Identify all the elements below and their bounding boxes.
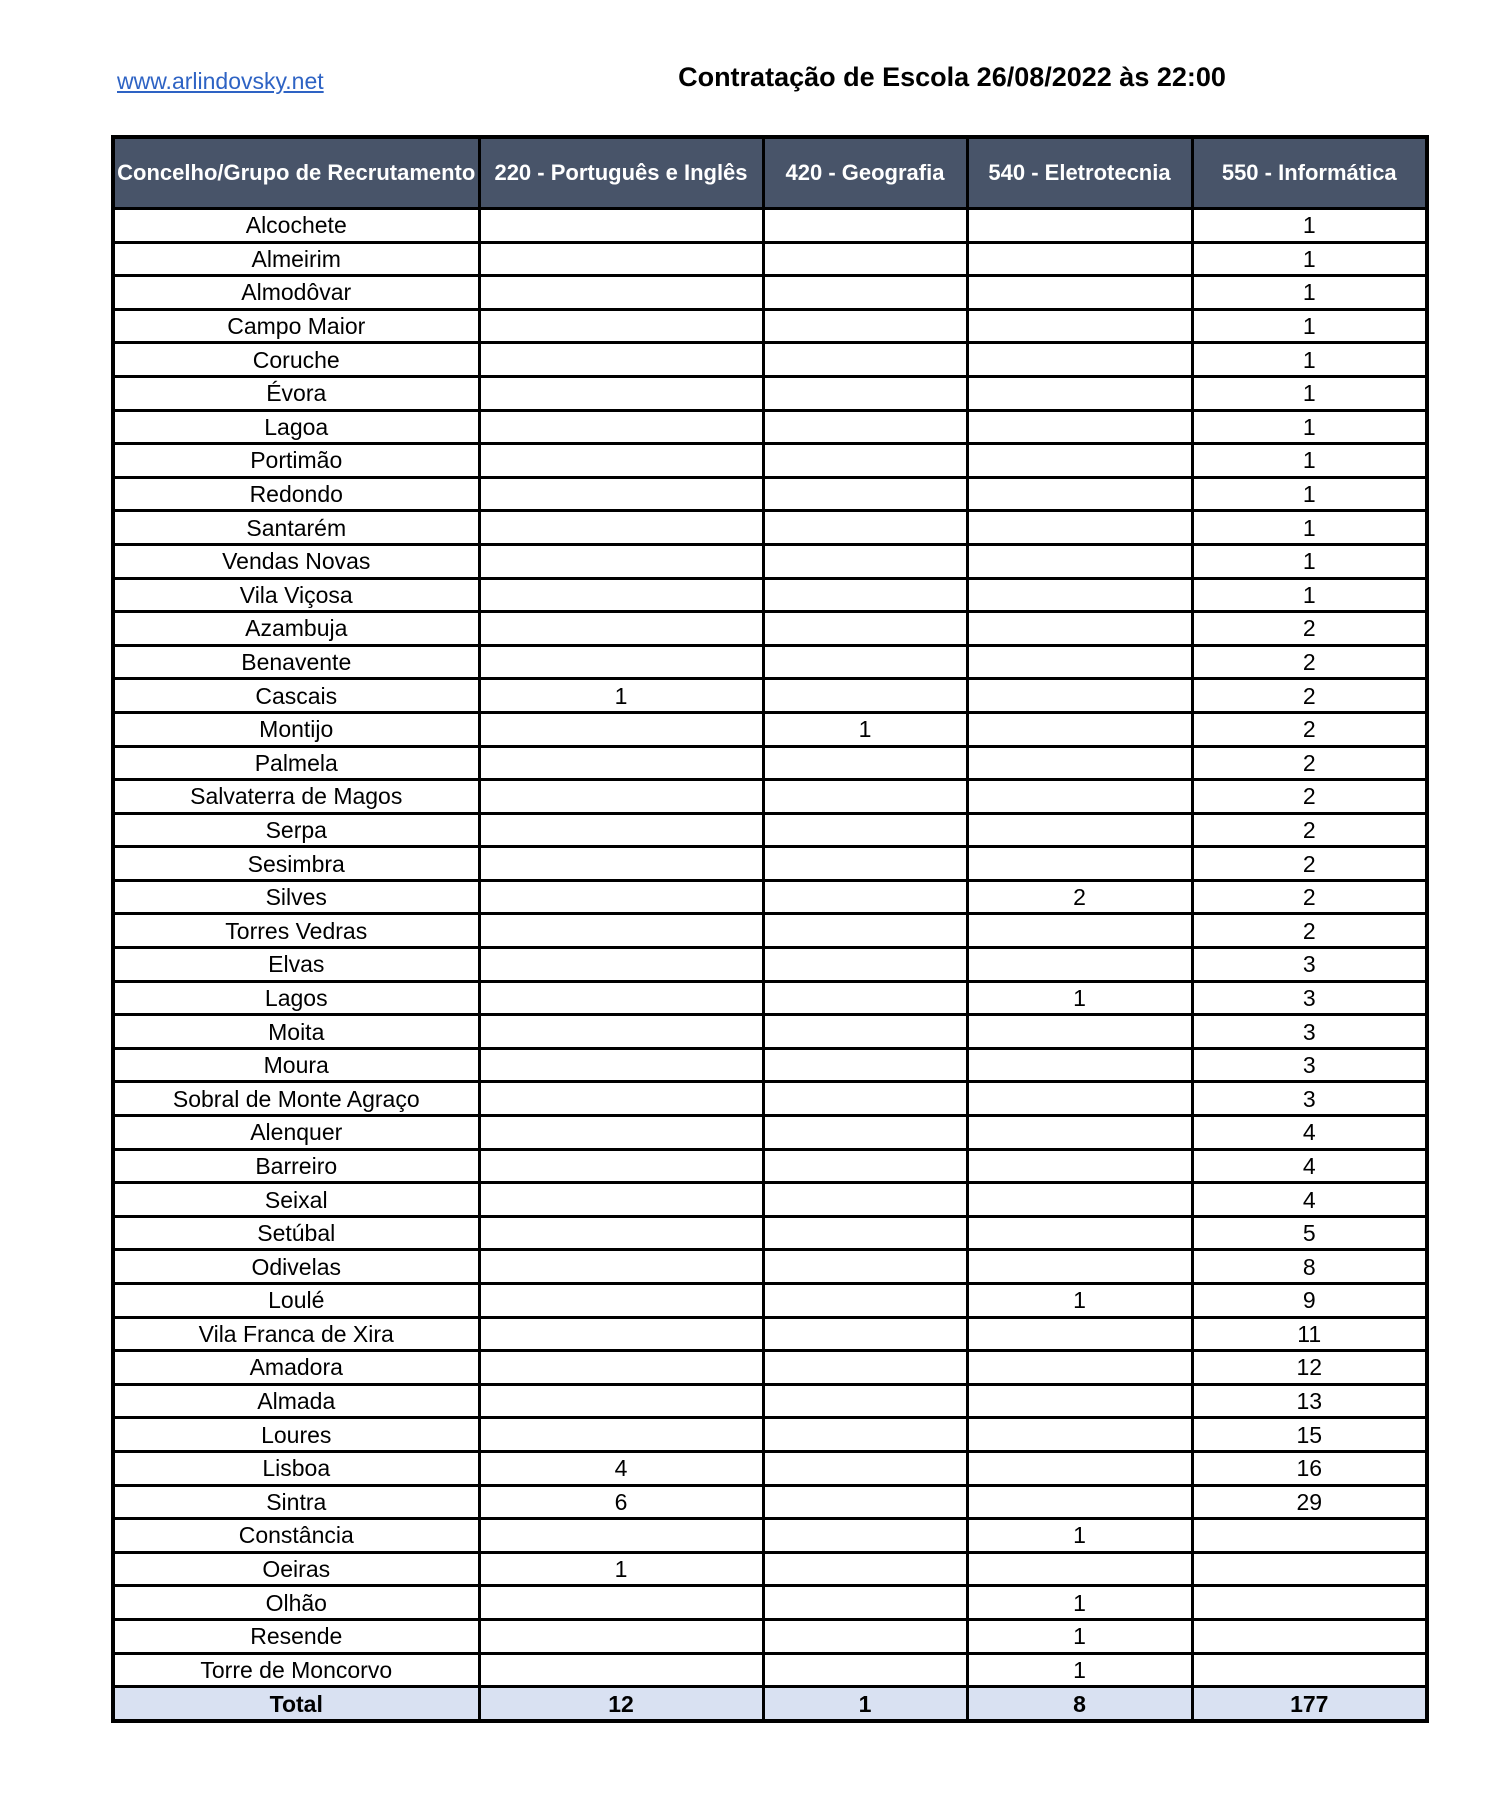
cell-550: 9 <box>1192 1284 1427 1318</box>
table-row <box>113 209 1427 243</box>
cell-550 <box>1192 1653 1427 1687</box>
concelho-cell: Cascais <box>113 679 479 713</box>
table-row <box>113 1116 1427 1150</box>
cell-220 <box>479 578 763 612</box>
cell-420 <box>763 276 967 310</box>
table-row <box>113 309 1427 343</box>
cell-420 <box>763 813 967 847</box>
cell-220 <box>479 1418 763 1452</box>
cell-420 <box>763 544 967 578</box>
cell-540 <box>967 1183 1192 1217</box>
column-header-420: 420 - Geografia <box>763 137 967 209</box>
cell-550: 5 <box>1192 1216 1427 1250</box>
cell-540 <box>967 477 1192 511</box>
concelho-cell: Redondo <box>113 477 479 511</box>
cell-220: 1 <box>479 679 763 713</box>
cell-220 <box>479 1082 763 1116</box>
cell-420 <box>763 1149 967 1183</box>
column-header-concelho: Concelho/Grupo de Recrutamento <box>113 137 479 209</box>
cell-220: 4 <box>479 1451 763 1485</box>
cell-550: 3 <box>1192 1015 1427 1049</box>
cell-550: 2 <box>1192 712 1427 746</box>
cell-220 <box>479 242 763 276</box>
cell-540: 1 <box>967 1586 1192 1620</box>
cell-420: 1 <box>763 712 967 746</box>
cell-420 <box>763 1183 967 1217</box>
concelho-cell: Amadora <box>113 1351 479 1385</box>
concelho-cell: Évora <box>113 376 479 410</box>
cell-220: 1 <box>479 1552 763 1586</box>
table-row <box>113 1149 1427 1183</box>
cell-550: 1 <box>1192 276 1427 310</box>
cell-540 <box>967 511 1192 545</box>
site-link[interactable]: www.arlindovsky.net <box>117 68 324 94</box>
cell-220 <box>479 981 763 1015</box>
cell-550: 16 <box>1192 1451 1427 1485</box>
cell-420 <box>763 410 967 444</box>
cell-220 <box>479 1015 763 1049</box>
cell-420 <box>763 1519 967 1553</box>
concelho-cell: Salvaterra de Magos <box>113 780 479 814</box>
cell-220 <box>479 209 763 243</box>
cell-420 <box>763 477 967 511</box>
cell-540 <box>967 1048 1192 1082</box>
cell-540 <box>967 1317 1192 1351</box>
cell-550: 4 <box>1192 1149 1427 1183</box>
cell-420 <box>763 847 967 881</box>
cell-220 <box>479 477 763 511</box>
cell-220 <box>479 712 763 746</box>
concelho-cell: Loulé <box>113 1284 479 1318</box>
cell-220 <box>479 1586 763 1620</box>
cell-540 <box>967 746 1192 780</box>
concelho-cell: Azambuja <box>113 612 479 646</box>
table-row <box>113 1485 1427 1519</box>
cell-550: 1 <box>1192 578 1427 612</box>
cell-420 <box>763 343 967 377</box>
concelho-cell: Sintra <box>113 1485 479 1519</box>
concelho-cell: Alenquer <box>113 1116 479 1150</box>
concelho-cell: Elvas <box>113 948 479 982</box>
cell-420 <box>763 1586 967 1620</box>
cell-540 <box>967 1015 1192 1049</box>
column-header-540: 540 - Eletrotecnia <box>967 137 1192 209</box>
cell-540 <box>967 1351 1192 1385</box>
cell-540 <box>967 276 1192 310</box>
cell-420 <box>763 746 967 780</box>
cell-550: 2 <box>1192 914 1427 948</box>
concelho-cell: Santarém <box>113 511 479 545</box>
cell-220 <box>479 1149 763 1183</box>
cell-550: 1 <box>1192 544 1427 578</box>
table-row <box>113 343 1427 377</box>
cell-540 <box>967 1552 1192 1586</box>
cell-420 <box>763 1082 967 1116</box>
cell-550: 29 <box>1192 1485 1427 1519</box>
concelho-cell: Odivelas <box>113 1250 479 1284</box>
cell-550: 1 <box>1192 444 1427 478</box>
concelho-cell: Constância <box>113 1519 479 1553</box>
cell-420 <box>763 1216 967 1250</box>
cell-420 <box>763 1351 967 1385</box>
cell-550: 2 <box>1192 847 1427 881</box>
table-row <box>113 1519 1427 1553</box>
cell-550 <box>1192 1586 1427 1620</box>
concelho-cell: Lisboa <box>113 1451 479 1485</box>
table-row <box>113 1015 1427 1049</box>
cell-220 <box>479 276 763 310</box>
header-row <box>113 137 1427 209</box>
cell-550: 2 <box>1192 880 1427 914</box>
table-row <box>113 1586 1427 1620</box>
concelho-cell: Resende <box>113 1619 479 1653</box>
table-row <box>113 1351 1427 1385</box>
cell-420 <box>763 1653 967 1687</box>
cell-220 <box>479 309 763 343</box>
cell-550 <box>1192 1519 1427 1553</box>
concelho-cell: Lagoa <box>113 410 479 444</box>
cell-550: 3 <box>1192 1082 1427 1116</box>
total-220: 12 <box>479 1687 763 1722</box>
cell-420 <box>763 444 967 478</box>
cell-420 <box>763 209 967 243</box>
cell-540 <box>967 1216 1192 1250</box>
concelho-cell: Sesimbra <box>113 847 479 881</box>
cell-220 <box>479 1519 763 1553</box>
table-row <box>113 914 1427 948</box>
cell-220 <box>479 1317 763 1351</box>
concelho-cell: Silves <box>113 880 479 914</box>
cell-420 <box>763 309 967 343</box>
cell-550: 4 <box>1192 1116 1427 1150</box>
cell-220 <box>479 1351 763 1385</box>
concelho-cell: Vila Viçosa <box>113 578 479 612</box>
concelho-cell: Olhão <box>113 1586 479 1620</box>
concelho-cell: Almada <box>113 1384 479 1418</box>
cell-420 <box>763 981 967 1015</box>
total-550: 177 <box>1192 1687 1427 1722</box>
recruitment-table <box>111 135 1429 1723</box>
concelho-cell: Benavente <box>113 645 479 679</box>
cell-550: 1 <box>1192 410 1427 444</box>
cell-540 <box>967 612 1192 646</box>
table-body <box>113 209 1427 1687</box>
cell-550: 2 <box>1192 612 1427 646</box>
concelho-cell: Montijo <box>113 712 479 746</box>
cell-420 <box>763 1552 967 1586</box>
cell-420 <box>763 1116 967 1150</box>
concelho-cell: Moita <box>113 1015 479 1049</box>
cell-540 <box>967 444 1192 478</box>
cell-540 <box>967 1384 1192 1418</box>
cell-220 <box>479 544 763 578</box>
table-row <box>113 1250 1427 1284</box>
concelho-cell: Barreiro <box>113 1149 479 1183</box>
table-row <box>113 847 1427 881</box>
cell-550: 3 <box>1192 981 1427 1015</box>
cell-420 <box>763 880 967 914</box>
cell-550: 1 <box>1192 209 1427 243</box>
cell-540 <box>967 242 1192 276</box>
table-row <box>113 1418 1427 1452</box>
concelho-cell: Coruche <box>113 343 479 377</box>
cell-540 <box>967 712 1192 746</box>
concelho-cell: Vendas Novas <box>113 544 479 578</box>
table-row <box>113 578 1427 612</box>
cell-550 <box>1192 1552 1427 1586</box>
table-row <box>113 645 1427 679</box>
cell-550: 2 <box>1192 679 1427 713</box>
table-row <box>113 813 1427 847</box>
cell-540: 1 <box>967 1519 1192 1553</box>
cell-540 <box>967 1485 1192 1519</box>
concelho-cell: Sobral de Monte Agraço <box>113 1082 479 1116</box>
table-footer <box>113 1687 1427 1722</box>
cell-550: 1 <box>1192 343 1427 377</box>
cell-540 <box>967 1451 1192 1485</box>
cell-420 <box>763 679 967 713</box>
cell-540 <box>967 948 1192 982</box>
cell-550: 15 <box>1192 1418 1427 1452</box>
cell-420 <box>763 612 967 646</box>
cell-540: 1 <box>967 1653 1192 1687</box>
table-row <box>113 1619 1427 1653</box>
table-row <box>113 376 1427 410</box>
cell-220 <box>479 444 763 478</box>
table-row <box>113 410 1427 444</box>
cell-540 <box>967 1250 1192 1284</box>
cell-220 <box>479 410 763 444</box>
column-header-550: 550 - Informática <box>1192 137 1427 209</box>
cell-550: 1 <box>1192 511 1427 545</box>
cell-540 <box>967 578 1192 612</box>
cell-550 <box>1192 1619 1427 1653</box>
cell-540 <box>967 376 1192 410</box>
table-row <box>113 444 1427 478</box>
cell-420 <box>763 376 967 410</box>
cell-540 <box>967 343 1192 377</box>
cell-550: 13 <box>1192 1384 1427 1418</box>
cell-420 <box>763 511 967 545</box>
cell-420 <box>763 1250 967 1284</box>
table-header <box>113 137 1427 209</box>
total-row <box>113 1687 1427 1722</box>
cell-220 <box>479 376 763 410</box>
cell-550: 1 <box>1192 309 1427 343</box>
total-540: 8 <box>967 1687 1192 1722</box>
cell-220 <box>479 511 763 545</box>
cell-550: 1 <box>1192 376 1427 410</box>
cell-550: 2 <box>1192 645 1427 679</box>
table-row <box>113 746 1427 780</box>
cell-540 <box>967 780 1192 814</box>
cell-540 <box>967 209 1192 243</box>
table-row <box>113 712 1427 746</box>
cell-540 <box>967 1418 1192 1452</box>
cell-220 <box>479 780 763 814</box>
cell-550: 11 <box>1192 1317 1427 1351</box>
table-row <box>113 948 1427 982</box>
total-420: 1 <box>763 1687 967 1722</box>
cell-420 <box>763 948 967 982</box>
cell-420 <box>763 1048 967 1082</box>
table-row <box>113 880 1427 914</box>
cell-220 <box>479 1048 763 1082</box>
cell-220 <box>479 1384 763 1418</box>
cell-420 <box>763 1418 967 1452</box>
cell-540 <box>967 544 1192 578</box>
cell-220 <box>479 880 763 914</box>
cell-220 <box>479 1284 763 1318</box>
cell-420 <box>763 1619 967 1653</box>
cell-220 <box>479 914 763 948</box>
table-row <box>113 1653 1427 1687</box>
cell-550: 12 <box>1192 1351 1427 1385</box>
cell-220 <box>479 948 763 982</box>
cell-420 <box>763 1284 967 1318</box>
cell-220 <box>479 746 763 780</box>
cell-550: 3 <box>1192 948 1427 982</box>
concelho-cell: Setúbal <box>113 1216 479 1250</box>
concelho-cell: Campo Maior <box>113 309 479 343</box>
cell-220 <box>479 343 763 377</box>
table-row <box>113 1082 1427 1116</box>
cell-550: 4 <box>1192 1183 1427 1217</box>
cell-550: 1 <box>1192 242 1427 276</box>
concelho-cell: Torres Vedras <box>113 914 479 948</box>
cell-550: 3 <box>1192 1048 1427 1082</box>
cell-420 <box>763 1451 967 1485</box>
cell-420 <box>763 1317 967 1351</box>
table-row <box>113 1552 1427 1586</box>
cell-420 <box>763 1384 967 1418</box>
cell-220 <box>479 1619 763 1653</box>
table-row <box>113 780 1427 814</box>
table-row <box>113 1183 1427 1217</box>
table-row <box>113 1317 1427 1351</box>
table-row <box>113 679 1427 713</box>
table-row <box>113 511 1427 545</box>
table-row <box>113 1284 1427 1318</box>
cell-220 <box>479 1183 763 1217</box>
concelho-cell: Serpa <box>113 813 479 847</box>
table-row <box>113 1384 1427 1418</box>
table-row <box>113 612 1427 646</box>
cell-550: 2 <box>1192 813 1427 847</box>
cell-540 <box>967 1116 1192 1150</box>
cell-220 <box>479 1216 763 1250</box>
cell-420 <box>763 578 967 612</box>
cell-540 <box>967 1082 1192 1116</box>
cell-540 <box>967 914 1192 948</box>
cell-540 <box>967 309 1192 343</box>
cell-420 <box>763 780 967 814</box>
table-row <box>113 1451 1427 1485</box>
concelho-cell: Loures <box>113 1418 479 1452</box>
table-row <box>113 544 1427 578</box>
concelho-cell: Moura <box>113 1048 479 1082</box>
cell-540 <box>967 410 1192 444</box>
cell-540 <box>967 645 1192 679</box>
page-title: Contratação de Escola 26/08/2022 às 22:00 <box>678 62 1226 92</box>
concelho-cell: Lagos <box>113 981 479 1015</box>
cell-220 <box>479 847 763 881</box>
table-row <box>113 276 1427 310</box>
concelho-cell: Vila Franca de Xira <box>113 1317 479 1351</box>
cell-420 <box>763 645 967 679</box>
concelho-cell: Almeirim <box>113 242 479 276</box>
cell-220 <box>479 1250 763 1284</box>
total-label: Total <box>113 1687 479 1722</box>
cell-540 <box>967 847 1192 881</box>
concelho-cell: Alcochete <box>113 209 479 243</box>
concelho-cell: Portimão <box>113 444 479 478</box>
table-row <box>113 1216 1427 1250</box>
cell-540 <box>967 1149 1192 1183</box>
column-header-220: 220 - Português e Inglês <box>479 137 763 209</box>
cell-540: 1 <box>967 981 1192 1015</box>
cell-540: 1 <box>967 1619 1192 1653</box>
concelho-cell: Oeiras <box>113 1552 479 1586</box>
table-row <box>113 477 1427 511</box>
cell-420 <box>763 242 967 276</box>
cell-220 <box>479 612 763 646</box>
table-row <box>113 981 1427 1015</box>
cell-420 <box>763 1015 967 1049</box>
cell-540 <box>967 813 1192 847</box>
cell-220 <box>479 1653 763 1687</box>
cell-550: 1 <box>1192 477 1427 511</box>
cell-220: 6 <box>479 1485 763 1519</box>
cell-220 <box>479 1116 763 1150</box>
cell-550: 8 <box>1192 1250 1427 1284</box>
concelho-cell: Palmela <box>113 746 479 780</box>
table-row <box>113 1048 1427 1082</box>
cell-420 <box>763 1485 967 1519</box>
cell-540 <box>967 679 1192 713</box>
cell-540: 2 <box>967 880 1192 914</box>
table-row <box>113 242 1427 276</box>
cell-550: 2 <box>1192 746 1427 780</box>
cell-420 <box>763 914 967 948</box>
cell-220 <box>479 645 763 679</box>
cell-550: 2 <box>1192 780 1427 814</box>
cell-540: 1 <box>967 1284 1192 1318</box>
concelho-cell: Seixal <box>113 1183 479 1217</box>
concelho-cell: Almodôvar <box>113 276 479 310</box>
cell-220 <box>479 813 763 847</box>
concelho-cell: Torre de Moncorvo <box>113 1653 479 1687</box>
